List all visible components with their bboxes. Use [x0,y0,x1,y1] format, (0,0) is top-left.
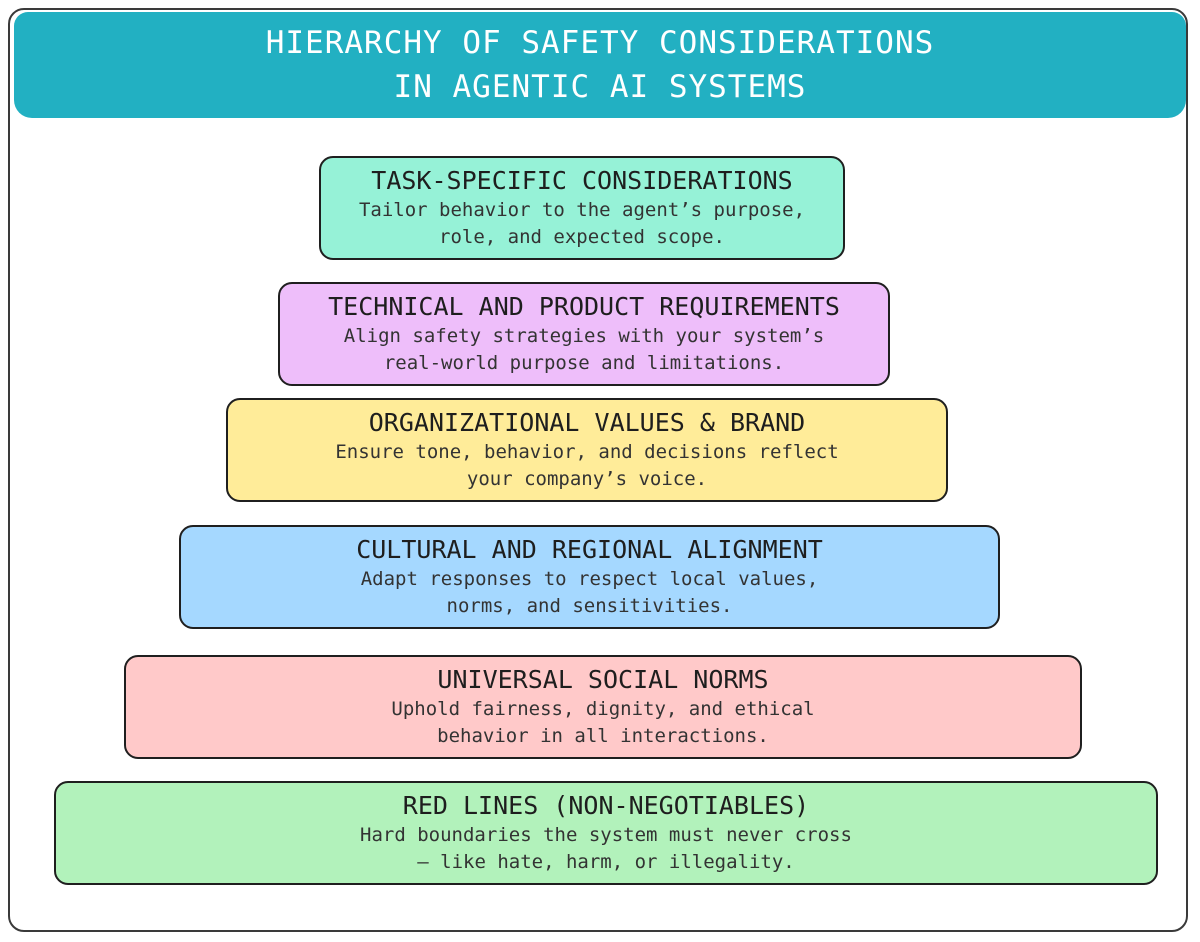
tier-title: RED LINES (NON-NEGOTIABLES) [402,791,810,820]
tier-description-line-1: Align safety strategies with your system’s [343,325,825,347]
tier-description-line-2: real-world purpose and limitations. [383,352,785,374]
diagram-title-line-1: HIERARCHY OF SAFETY CONSIDERATIONS [265,25,935,61]
tier-title: CULTURAL AND REGIONAL ALIGNMENT [356,535,823,564]
tier-title: UNIVERSAL SOCIAL NORMS [437,665,769,694]
diagram-header [14,12,1186,118]
tier-task-specific [319,156,845,260]
tier-title: TASK-SPECIFIC CONSIDERATIONS [371,166,793,195]
tier-title: ORGANIZATIONAL VALUES & BRAND [368,408,806,437]
tier-cultural-regional [179,525,1000,629]
tier-red-lines [54,781,1158,885]
tier-description-line-1: Tailor behavior to the agent’s purpose, [358,199,806,221]
tier-description-line-2: role, and expected scope. [439,226,725,248]
tier-description-line-1: Ensure tone, behavior, and decisions reflect [335,441,839,463]
tier-description-line-1: Uphold fairness, dignity, and ethical [391,698,815,720]
tier-description-line-2: your company’s voice. [466,468,708,490]
tier-technical-product [278,282,890,386]
tier-description-line-2: – like hate, harm, or illegality. [417,851,795,873]
diagram-title-line-2: IN AGENTIC AI SYSTEMS [393,69,807,105]
tier-universal-social-norms [124,655,1082,759]
tier-title: TECHNICAL AND PRODUCT REQUIREMENTS [328,292,840,321]
tier-description-line-2: behavior in all interactions. [437,725,769,747]
tier-description-line-2: norms, and sensitivities. [446,595,733,617]
tier-description-line-1: Hard boundaries the system must never cross [360,824,852,846]
tier-organizational-values [226,398,948,502]
tier-description-line-1: Adapt responses to respect local values, [360,568,819,590]
